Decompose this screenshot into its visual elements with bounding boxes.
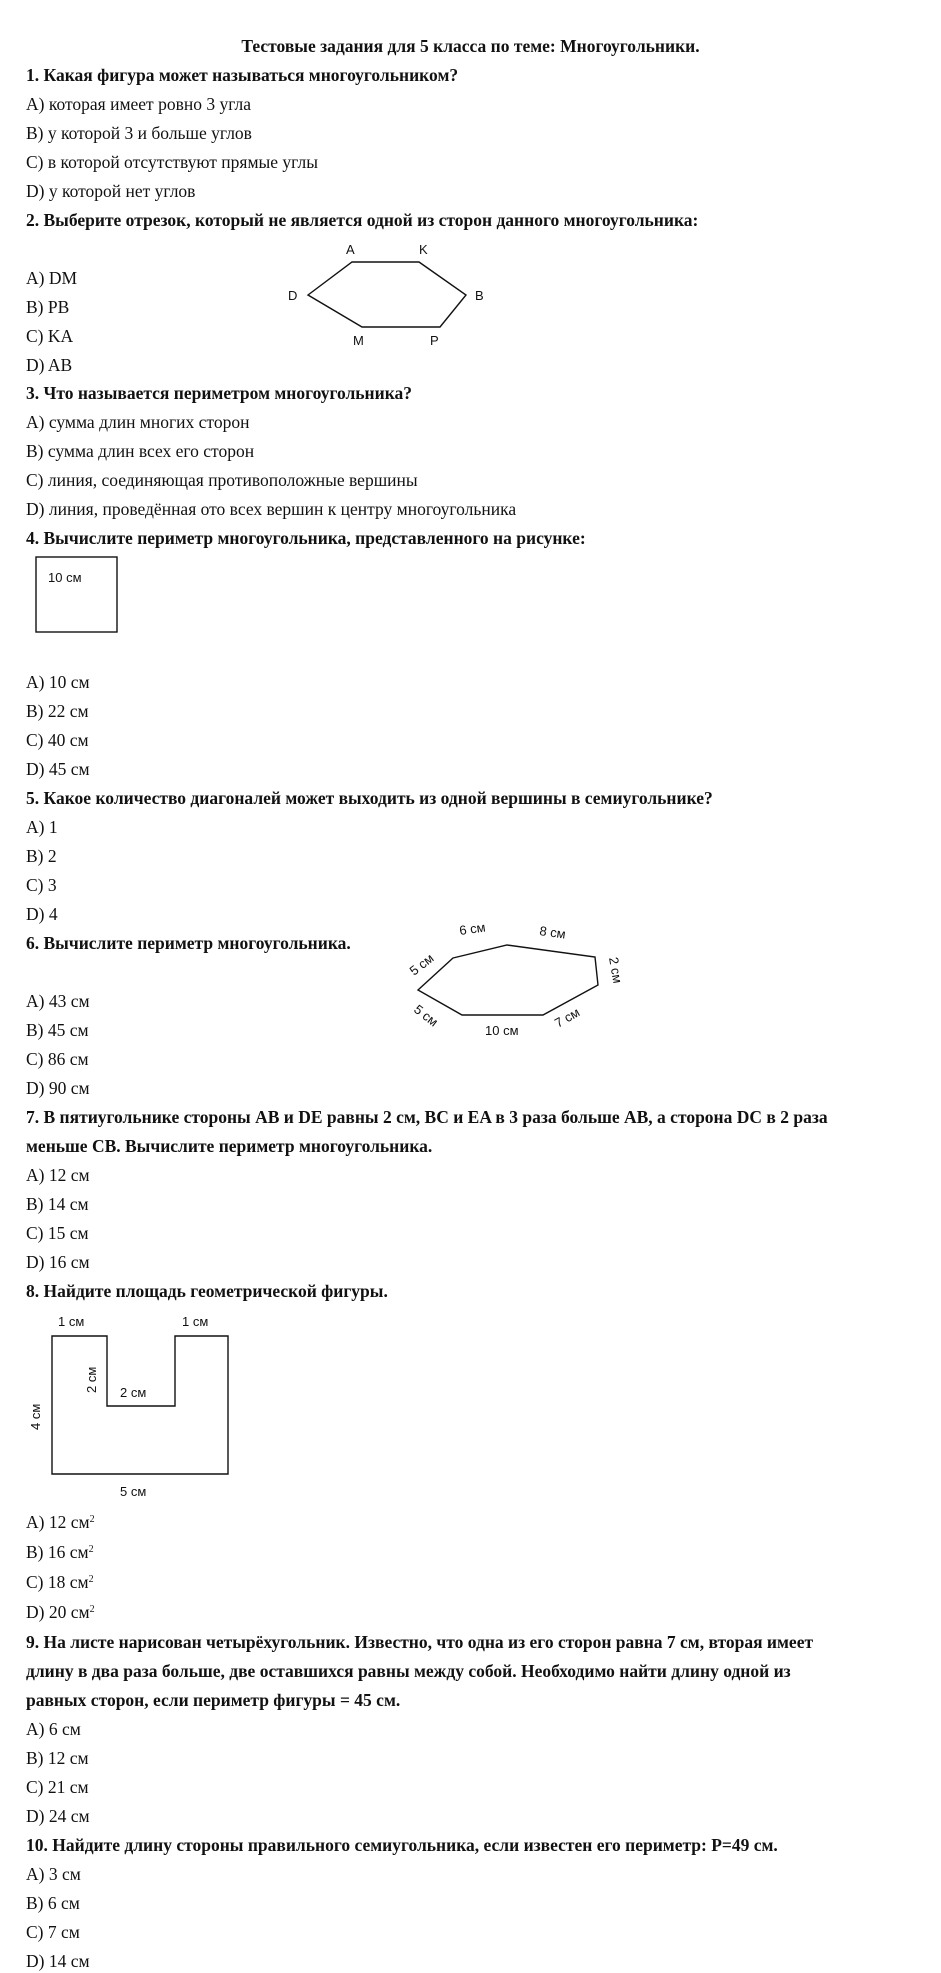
vertex-label-m: M bbox=[353, 333, 364, 348]
answer-10c: C) 7 см bbox=[26, 1922, 80, 1942]
answer-8d: D) 20 $см^2$ bbox=[26, 1602, 95, 1622]
answer-5d: D) 4 bbox=[26, 904, 58, 924]
answer-1b: B) у которой 3 и больше углов bbox=[26, 123, 252, 143]
vertex-label-p: P bbox=[430, 333, 439, 348]
label-top-left: 1 см bbox=[58, 1314, 85, 1329]
side-label-4: 2 см bbox=[606, 955, 626, 985]
answer-2b: B) PB bbox=[26, 297, 70, 317]
answer-9b: B) 12 см bbox=[26, 1748, 89, 1768]
side-label-2: 6 см bbox=[458, 919, 487, 938]
label-bottom: 5 см bbox=[120, 1484, 147, 1499]
label-top-right: 1 см bbox=[182, 1314, 209, 1329]
square-figure bbox=[30, 552, 130, 637]
answer-7c: C) 15 см bbox=[26, 1223, 89, 1243]
question-6: 6. Вычислите периметр многоугольника. bbox=[26, 933, 351, 953]
answer-1a: A) которая имеет ровно 3 угла bbox=[26, 94, 251, 114]
hexagon-figure bbox=[280, 235, 500, 350]
square-side-label: 10 см bbox=[48, 570, 82, 585]
answer-7a: A) 12 см bbox=[26, 1165, 90, 1185]
question-8: 8. Найдите площадь геометрической фигуры. bbox=[26, 1281, 388, 1301]
label-left: 4 см bbox=[28, 1403, 43, 1430]
side-label-7: 5 см bbox=[411, 1001, 442, 1030]
vertex-label-k: K bbox=[419, 242, 428, 257]
label-inner-side: 2 см bbox=[84, 1366, 99, 1393]
answer-4d: D) 45 см bbox=[26, 759, 90, 779]
answer-5b: B) 2 bbox=[26, 846, 57, 866]
answer-6d: D) 90 см bbox=[26, 1078, 90, 1098]
question-9-line-2: длину в два раза больше, две оставшихся равны между собой. Необходимо найти длину одной из bbox=[26, 1661, 791, 1681]
page-title: Тестовые задания для 5 класса по теме: Многоугольники. bbox=[241, 36, 700, 56]
question-7-line-1: 7. В пятиугольнике стороны AB и DE равны 2 см, BC и EA в 3 раза больше AB, а сторона DC в 2 раза bbox=[26, 1107, 828, 1127]
answer-6a: A) 43 см bbox=[26, 991, 90, 1011]
vertex-label-a: A bbox=[346, 242, 355, 257]
label-inner-bottom: 2 см bbox=[120, 1385, 147, 1400]
question-7-line-2: меньше CB. Вычислите периметр многоугольника. bbox=[26, 1136, 433, 1156]
answer-8a: A) 12 $см^2$ bbox=[26, 1512, 95, 1532]
hexagon-shape bbox=[308, 262, 466, 327]
question-4: 4. Вычислите периметр многоугольника, представленного на рисунке: bbox=[26, 528, 586, 548]
answer-1d: D) у которой нет углов bbox=[26, 181, 196, 201]
answer-10a: A) 3 см bbox=[26, 1864, 81, 1884]
answer-2c: C) KA bbox=[26, 326, 74, 346]
answer-3b: B) сумма длин всех его сторон bbox=[26, 441, 255, 461]
question-5: 5. Какое количество диагоналей может выходить из одной вершины в семиугольнике? bbox=[26, 788, 713, 808]
answer-8c: C) 18 $см^2$ bbox=[26, 1572, 94, 1592]
heptagon-shape bbox=[418, 945, 598, 1015]
answer-2d: D) AB bbox=[26, 355, 73, 375]
answer-3a: A) сумма длин многих сторон bbox=[26, 412, 250, 432]
answer-4c: C) 40 см bbox=[26, 730, 89, 750]
answer-10d: D) 14 см bbox=[26, 1951, 90, 1971]
answer-6b: B) 45 см bbox=[26, 1020, 89, 1040]
answer-6c: C) 86 см bbox=[26, 1049, 89, 1069]
u-shape bbox=[52, 1336, 228, 1474]
answer-2a: A) DM bbox=[26, 268, 78, 288]
question-2: 2. Выберите отрезок, который не является одной из сторон данного многоугольника: bbox=[26, 210, 699, 230]
answer-10b: B) 6 см bbox=[26, 1893, 80, 1913]
square-shape bbox=[36, 557, 117, 632]
vertex-label-b: B bbox=[475, 288, 484, 303]
side-label-5: 7 см bbox=[552, 1004, 583, 1031]
question-9-line-3: равных сторон, если периметр фигуры = 45 см. bbox=[26, 1690, 401, 1710]
question-9-line-1: 9. На листе нарисован четырёхугольник. Известно, что одна из его сторон равна 7 см, вторая имеет bbox=[26, 1632, 814, 1652]
question-3: 3. Что называется периметром многоугольника? bbox=[26, 383, 413, 403]
answer-5c: C) 3 bbox=[26, 875, 57, 895]
side-label-6: 10 см bbox=[485, 1023, 519, 1038]
answer-7d: D) 16 см bbox=[26, 1252, 90, 1272]
question-1: 1. Какая фигура может называться многоугольником? bbox=[26, 65, 459, 85]
heptagon-figure bbox=[400, 915, 640, 1045]
side-label-3: 8 см bbox=[538, 923, 567, 942]
answer-4b: B) 22 см bbox=[26, 701, 89, 721]
answer-5a: A) 1 bbox=[26, 817, 58, 837]
side-label-1: 5 см bbox=[406, 950, 437, 979]
answer-3d: D) линия, проведённая ото всех вершин к центру многоугольника bbox=[26, 499, 517, 519]
answer-3c: C) линия, соединяющая противоположные вершины bbox=[26, 470, 418, 490]
question-10: 10. Найдите длину стороны правильного семиугольника, если известен его периметр: P=49 см. bbox=[26, 1835, 778, 1855]
vertex-label-d: D bbox=[288, 288, 298, 303]
answer-7b: B) 14 см bbox=[26, 1194, 89, 1214]
answer-1c: C) в которой отсутствуют прямые углы bbox=[26, 152, 318, 172]
answer-8b: B) 16 $см^2$ bbox=[26, 1542, 94, 1562]
answer-9d: D) 24 см bbox=[26, 1806, 90, 1826]
answer-9c: C) 21 см bbox=[26, 1777, 89, 1797]
u-shape-figure bbox=[20, 1305, 250, 1505]
answer-9a: A) 6 см bbox=[26, 1719, 81, 1739]
answer-4a: A) 10 см bbox=[26, 672, 90, 692]
